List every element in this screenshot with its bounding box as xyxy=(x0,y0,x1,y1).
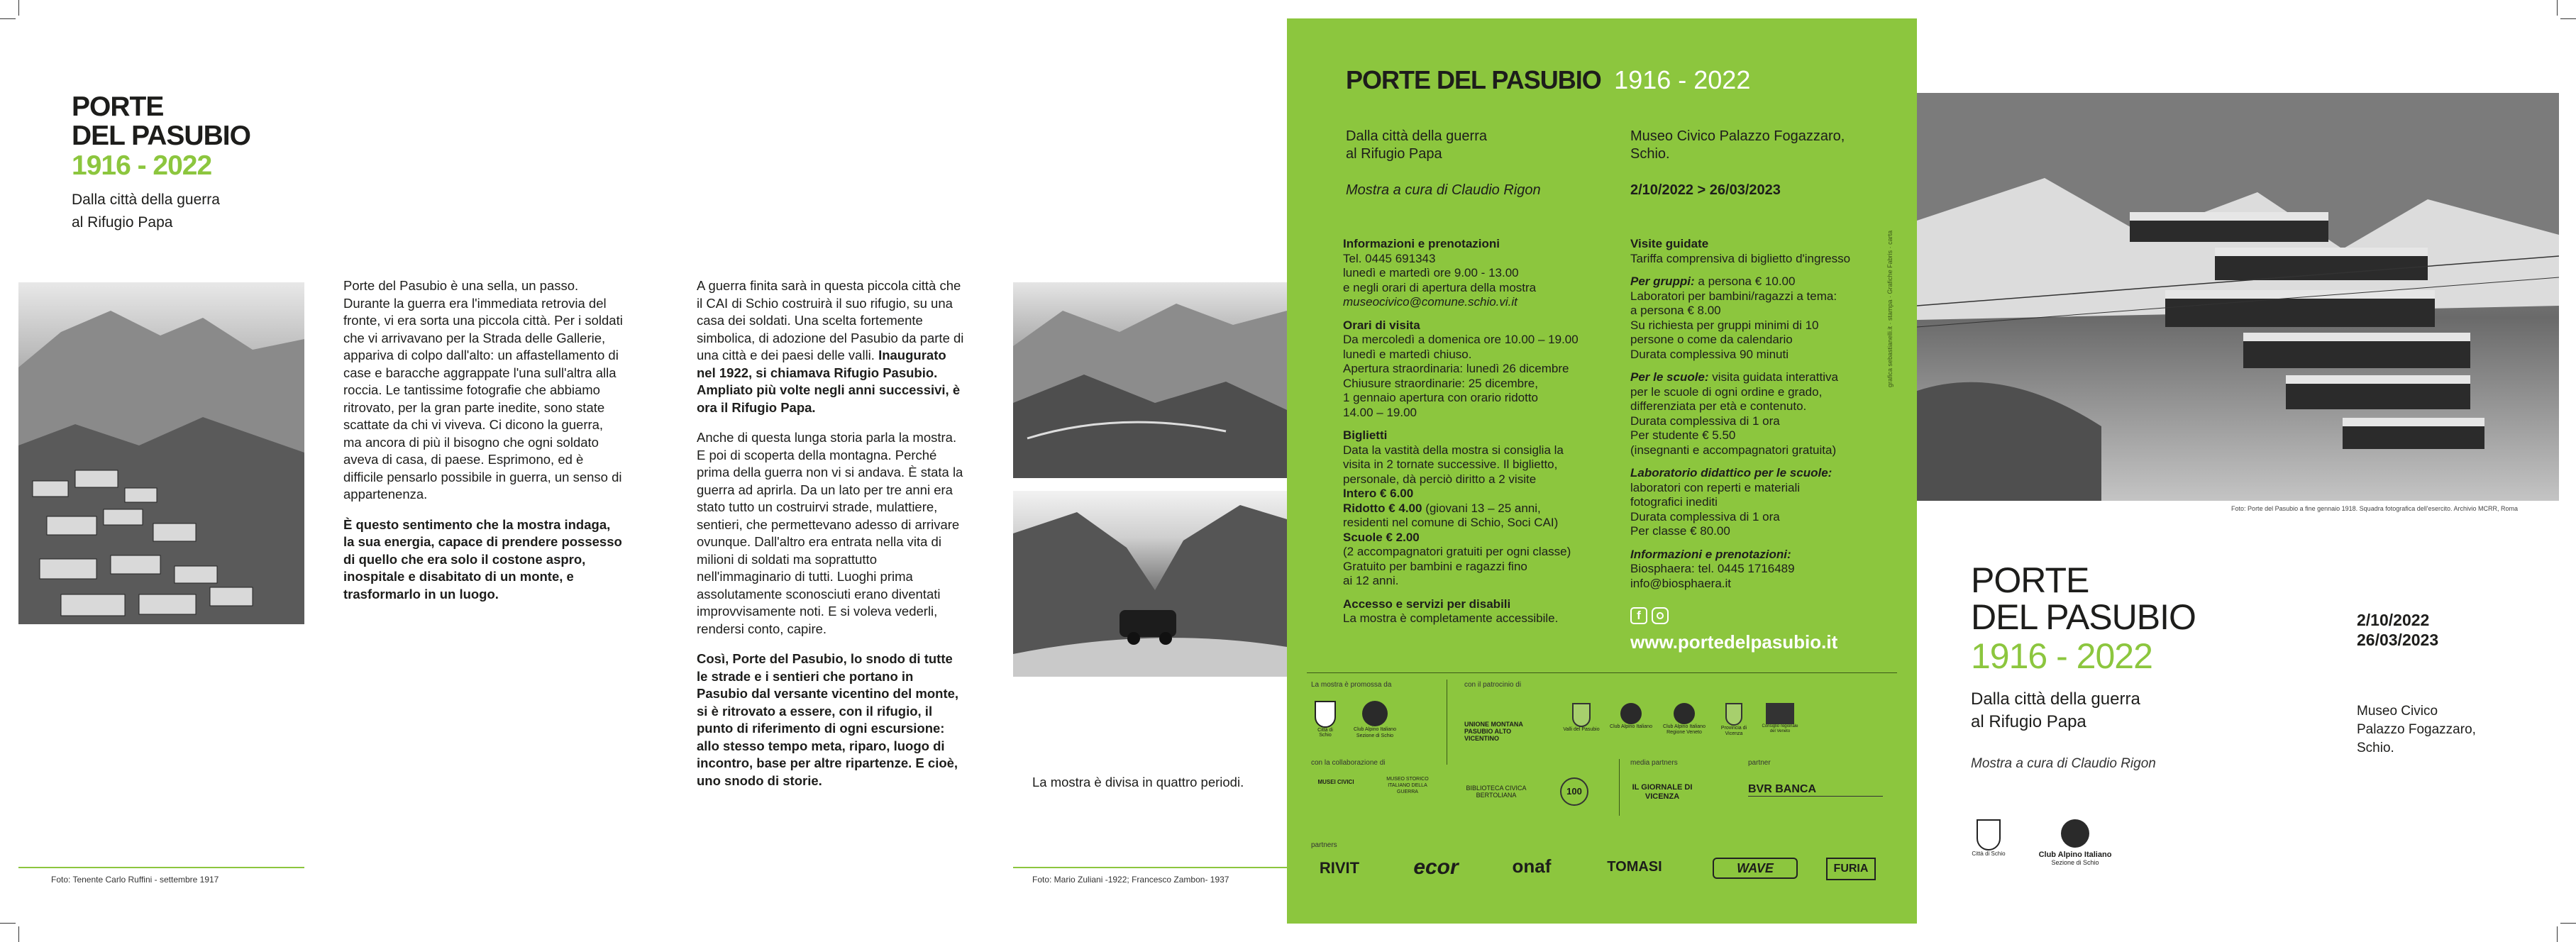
info-right-column xyxy=(1630,237,1893,599)
info-panel xyxy=(1287,18,1917,924)
guided-tours-head: Visite guidate xyxy=(1630,237,1709,250)
shield-icon xyxy=(1725,703,1742,726)
tickets-line: personale, dà perciò diritto a 2 visite xyxy=(1343,472,1537,486)
booking-block xyxy=(1630,548,1893,592)
opening-hours-line: 1 gennaio apertura con orario ridotto xyxy=(1343,391,1539,404)
cover-title-block xyxy=(72,92,250,234)
back-title-block xyxy=(1971,562,2196,772)
booking-line: Biosphaera: tel. 0445 1716489 xyxy=(1630,562,1795,575)
crop-mark xyxy=(2557,926,2558,942)
photo-caption: Foto: Tenente Carlo Ruffini - settembre 1917 xyxy=(51,875,219,885)
social-icons xyxy=(1630,607,1669,624)
history-paragraph-3: Così, Porte del Pasubio, lo snodo di tutte le strade e i sentieri che portano in Pasubio dal versante vicentino del monte, si è ritrovato a essere, con il rifugio, il punto di riferimento di ogni escursione: allo stesso tempo meta, riparo, luogo di incontro, base per altre ripartenze. E cioè, uno snodo di storie. xyxy=(697,651,959,788)
logo-citta-di-schio xyxy=(1971,819,2006,857)
booking-head: Informazioni e prenotazioni: xyxy=(1630,547,1791,561)
photo-porte-del-pasubio-1918 xyxy=(1917,93,2559,501)
info-venue-line-2: Schio. xyxy=(1630,146,1670,162)
info-subtitle-line-1: Dalla città della guerra xyxy=(1346,128,1487,144)
schools-line: differenziata per età e contenuto. xyxy=(1630,399,1807,413)
guided-line: Tariffa comprensiva di biglietto d'ingresso xyxy=(1630,251,1851,265)
accessibility-head: Accesso e servizi per disabili xyxy=(1343,597,1511,611)
crop-mark xyxy=(2560,923,2576,924)
groups-block xyxy=(1630,275,1893,362)
logo-valli-del-pasubio xyxy=(1560,703,1603,732)
cai-emblem-icon xyxy=(2061,819,2089,848)
opening-hours-line: Apertura straordinaria: lunedì 26 dicembre xyxy=(1343,362,1569,375)
info-hours-line: e negli orari di apertura della mostra xyxy=(1343,280,1537,294)
caption-rule xyxy=(1013,867,1287,868)
info-title: PORTE DEL PASUBIO xyxy=(1346,65,1601,94)
intro-column-2 xyxy=(697,277,966,802)
logo-provincia-vicenza xyxy=(1716,703,1752,737)
logo-label: Città di Schio xyxy=(1972,850,2006,857)
promoted-label: La mostra è promossa da xyxy=(1311,681,1392,689)
crop-mark xyxy=(2560,18,2576,19)
subtitle-line-1: Dalla città della guerra xyxy=(72,192,220,208)
logo-label: Consiglio regionale del Veneto xyxy=(1762,724,1798,733)
ticket-full-price: Intero € 6.00 xyxy=(1343,487,1414,500)
info-email[interactable]: museocivico@comune.schio.vi.it xyxy=(1343,295,1518,309)
logo-furia: FURIA xyxy=(1826,858,1876,880)
photo-car-mountain-road-1937 xyxy=(1013,491,1287,677)
venue-line: Palazzo Fogazzaro, xyxy=(2357,722,2476,737)
date-end: 26/03/2023 xyxy=(2357,631,2439,649)
opening-hours-line: Da mercoledì a domenica ore 10.00 – 19.00 xyxy=(1343,333,1579,346)
schools-line: visita guidata interattiva xyxy=(1708,370,1838,384)
logo-onaf: onaf xyxy=(1512,855,1552,877)
website-link[interactable]: www.portedelpasubio.it xyxy=(1630,631,1838,653)
logo-label: Club Alpino Italiano xyxy=(2038,850,2112,859)
lab-line: fotografici inediti xyxy=(1630,495,1718,509)
lab-line: Per classe € 80.00 xyxy=(1630,524,1730,538)
groups-line: a persona € 10.00 xyxy=(1694,275,1796,288)
logo-unione-montana: UNIONE MONTANA PASUBIO ALTO VICENTINO xyxy=(1464,721,1523,742)
groups-head: Per gruppi: xyxy=(1630,275,1695,288)
booking-email[interactable]: info@biosphaera.it xyxy=(1630,576,1732,590)
cai-emblem-icon xyxy=(1362,701,1388,726)
vertical-credits: grafica sebastianelli.it · stampa · Grafiche Fabris · carta xyxy=(1886,230,1894,387)
logo-bertoliana: BIBLIOTECA CIVICA BERTOLIANA xyxy=(1466,785,1527,799)
venue-line: Museo Civico xyxy=(2357,704,2438,719)
accessibility-block xyxy=(1343,597,1605,626)
subtitle-line-1: Dalla città della guerra xyxy=(1971,689,2140,709)
tickets-line: (giovani 13 – 25 anni, xyxy=(1422,501,1541,515)
groups-line: Laboratori per bambini/ragazzi a tema: xyxy=(1630,289,1837,303)
opening-hours-line: 14.00 – 19.00 xyxy=(1343,405,1417,419)
opening-hours-block xyxy=(1343,318,1605,421)
title-years: 1916 - 2022 xyxy=(72,150,212,181)
info-subtitle xyxy=(1346,128,1487,163)
lion-icon xyxy=(1766,703,1794,724)
title-line-2: DEL PASUBIO xyxy=(72,121,250,151)
crop-mark xyxy=(2557,0,2558,16)
logo-ecor: ecor xyxy=(1413,855,1459,879)
title-years: 1916 - 2022 xyxy=(1971,636,2152,676)
accessibility-line: La mostra è completamente accessibile. xyxy=(1343,611,1559,625)
periods-text: La mostra è divisa in quattro periodi. xyxy=(1032,775,1244,789)
collab-label: con la collaborazione di xyxy=(1311,759,1386,767)
tickets-line: visita in 2 tornate successive. Il biglietto, xyxy=(1343,458,1558,471)
photo-caption: Foto: Mario Zuliani -1922; Francesco Zambon- 1937 xyxy=(1032,875,1229,885)
ticket-school-price: Scuole € 2.00 xyxy=(1343,530,1420,544)
history-paragraph-2: Anche di questa lunga storia parla la mostra. E poi di scoperta della montagna. Perché prima della guerra non vi si andava. È stata la guerra ad aprirla. Da un lato per tre anni era stato tutto un costruirvi strade, mulattiere, sentieri, che permettevano adesso di arrivare ovunque. Dall'altro era entrata nella vita di milioni di soldati ma soprattutto nell'immaginario di tutti. Luoghi prima assolutamente sconosciuti erano diventati improvvisamente noti. E si voleva vederli, rendersi conto, capire. xyxy=(697,430,963,636)
crop-mark xyxy=(0,923,16,924)
logo-label: Provincia di Vicenza xyxy=(1720,726,1747,736)
info-title-row xyxy=(1346,65,1750,95)
groups-line: a persona € 8.00 xyxy=(1630,304,1721,317)
sponsor-divider xyxy=(1619,759,1620,816)
logo-centenary: 100 xyxy=(1560,777,1588,806)
info-contact-head: Informazioni e prenotazioni xyxy=(1343,237,1500,250)
groups-line: Su richiesta per gruppi minimi di 10 xyxy=(1630,318,1819,332)
info-venue xyxy=(1630,128,1845,163)
logo-consiglio-veneto xyxy=(1759,703,1801,734)
venue-line: Schio. xyxy=(2357,741,2394,755)
info-hours-line: lunedì e martedì ore 9.00 - 13.00 xyxy=(1343,266,1519,279)
media-label: media partners xyxy=(1630,759,1678,767)
schools-line: (insegnanti e accompagnatori gratuita) xyxy=(1630,443,1837,457)
logo-wave: WAVE xyxy=(1713,858,1798,879)
date-start: 2/10/2022 xyxy=(2357,611,2430,629)
history-text: A guerra finita sarà in questa piccola città che il CAI di Schio costruirà il suo rifugio, su una casa dei soldati. Una scelta fortemente simbolica, di adozione del Pasubio da parte di una città e dei paesi delle valli. xyxy=(697,278,964,362)
logo-label: Sezione di Schio xyxy=(2051,859,2099,866)
schools-block xyxy=(1630,370,1893,458)
title-line-1: PORTE xyxy=(1971,560,2089,600)
logo-musei-civici: MUSEI CIVICI xyxy=(1317,779,1354,785)
tickets-line: Data la vastità della mostra si consiglia la xyxy=(1343,443,1564,457)
photo-mountain-valley-1922 xyxy=(1013,282,1287,478)
opening-hours-line: Chiusure straordinarie: 25 dicembre, xyxy=(1343,376,1538,390)
info-left-column xyxy=(1343,237,1605,635)
back-dates xyxy=(2357,610,2438,650)
info-dates: 2/10/2022 > 26/03/2023 xyxy=(1630,182,1781,198)
instagram-icon[interactable] xyxy=(1652,607,1669,624)
info-phone: Tel. 0445 691343 xyxy=(1343,251,1436,265)
groups-line: Durata complessiva 90 minuti xyxy=(1630,347,1789,361)
history-text-bold: Inaugurato nel 1922, si chiamava Rifugio Pasubio. Ampliato più volte negli anni successivi, è ora il Rifugio Papa. xyxy=(697,348,961,415)
schools-line: Per studente € 5.50 xyxy=(1630,428,1736,442)
logo-giornale-vicenza: IL GIORNALE DI VICENZA xyxy=(1632,783,1693,801)
info-subtitle-line-2: al Rifugio Papa xyxy=(1346,146,1442,162)
logo-label: Club Alpino Italiano xyxy=(1610,724,1652,729)
subtitle-line-2: al Rifugio Papa xyxy=(1971,712,2086,731)
shield-icon xyxy=(1572,703,1591,727)
tickets-line: Gratuito per bambini e ragazzi fino xyxy=(1343,559,1527,573)
logo-cai-veneto xyxy=(1656,703,1713,736)
tickets-line: residenti nel comune di Schio, Soci CAI) xyxy=(1343,516,1559,529)
tickets-head: Biglietti xyxy=(1343,428,1388,442)
partners-label: partners xyxy=(1311,841,1337,849)
caption-rule xyxy=(18,867,304,868)
opening-hours-line: lunedì e martedì chiuso. xyxy=(1343,347,1472,361)
photo-pasubio-village-1917 xyxy=(18,282,304,624)
lab-block xyxy=(1630,466,1893,539)
opening-hours-head: Orari di visita xyxy=(1343,318,1420,332)
sponsors-divider xyxy=(1307,672,1897,673)
logo-label: Valli del Pasubio xyxy=(1563,727,1600,732)
logo-label: Città di Schio xyxy=(1317,728,1333,738)
schools-line: Durata complessiva di 1 ora xyxy=(1630,414,1780,428)
schools-line: per le scuole di ogni ordine e grado, xyxy=(1630,384,1823,399)
intro-column-1 xyxy=(343,277,624,616)
partner-label: partner xyxy=(1748,759,1771,767)
curator: Mostra a cura di Claudio Rigon xyxy=(1971,756,2156,771)
lab-head: Laboratorio didattico per le scuole: xyxy=(1630,466,1833,480)
back-venue xyxy=(2357,702,2476,758)
patronage-label: con il patrocinio di xyxy=(1464,681,1522,689)
crop-mark xyxy=(0,18,16,19)
guided-tours-block xyxy=(1630,237,1893,266)
title-line-1: PORTE xyxy=(72,92,164,122)
facebook-icon[interactable]: f xyxy=(1630,607,1647,624)
lab-line: Durata complessiva di 1 ora xyxy=(1630,509,1780,523)
info-curator: Mostra a cura di Claudio Rigon xyxy=(1346,182,1541,198)
info-contact-block xyxy=(1343,237,1605,310)
logo-museo-storico: MUSEO STORICO ITALIANO DELLA GUERRA xyxy=(1386,777,1429,794)
history-paragraph xyxy=(697,277,966,416)
logo-cai-schio xyxy=(1347,701,1403,739)
logo-citta-di-schio xyxy=(1311,701,1339,738)
intro-paragraph: Porte del Pasubio è una sella, un passo. Durante la guerra era l'immediata retrovia del fronte, vi era sorta una piccola città. Per i soldati che vi arrivavano per la Strada delle Gallerie, appariva di colpo dall'alto: un affastellamento di case e baracche aggrappate l'una sull'altra alla roccia. Le tantissime fotografie che abbiamo ritrovato, per la gran parte inedite, sono state scattate da chi vi viveva. Ci dicono la guerra, ma ancora di più il bisogno che ogni soldato aveva di casa, di paese. Esprimono, ed è difficile pensarlo possibile in guerra, un senso di appartenenza. xyxy=(343,278,623,502)
schools-head: Per le scuole: xyxy=(1630,370,1709,384)
logo-tomasi: TOMASI xyxy=(1607,859,1662,875)
tickets-block xyxy=(1343,428,1605,589)
crop-mark xyxy=(18,0,19,16)
groups-line: persone o come da calendario xyxy=(1630,333,1793,346)
logo-bvr-banca: BVR BANCA xyxy=(1748,783,1883,797)
logo-rivit: RIVIT xyxy=(1319,859,1360,877)
ticket-reduced-price: Ridotto € 4.00 xyxy=(1343,501,1422,515)
logo-label: Club Alpino Italiano Sezione di Schio xyxy=(1354,727,1396,738)
crop-mark xyxy=(18,926,19,942)
lab-line: laboratori con reperti e materiali xyxy=(1630,480,1801,494)
info-venue-line-1: Museo Civico Palazzo Fogazzaro, xyxy=(1630,128,1845,144)
shield-icon xyxy=(1315,701,1336,728)
logo-label: Club Alpino Italiano Regione Veneto xyxy=(1663,724,1706,735)
intro-paragraph-bold: È questo sentimento che la mostra indaga, la sua energia, capace di prendere possesso di quello che era solo il costone aspro, inospitale e disabitato di un monte, e trasformarlo in un luogo. xyxy=(343,516,622,602)
photo-caption: Foto: Porte del Pasubio a fine gennaio 1918. Squadra fotografica dell'esercito. Archivio MCRR, Roma xyxy=(2231,505,2518,512)
logo-cai xyxy=(1610,703,1652,730)
cai-emblem-icon xyxy=(1674,703,1695,724)
info-years: 1916 - 2022 xyxy=(1614,65,1751,94)
cai-emblem-icon xyxy=(1620,703,1642,724)
title-line-2: DEL PASUBIO xyxy=(1971,597,2196,637)
shield-icon xyxy=(1977,819,2001,850)
tickets-line: ai 12 anni. xyxy=(1343,574,1399,587)
tickets-line: (2 accompagnatori gratuiti per ogni classe) xyxy=(1343,545,1571,558)
subtitle-line-2: al Rifugio Papa xyxy=(72,214,173,231)
logo-cai-schio xyxy=(2033,819,2118,866)
